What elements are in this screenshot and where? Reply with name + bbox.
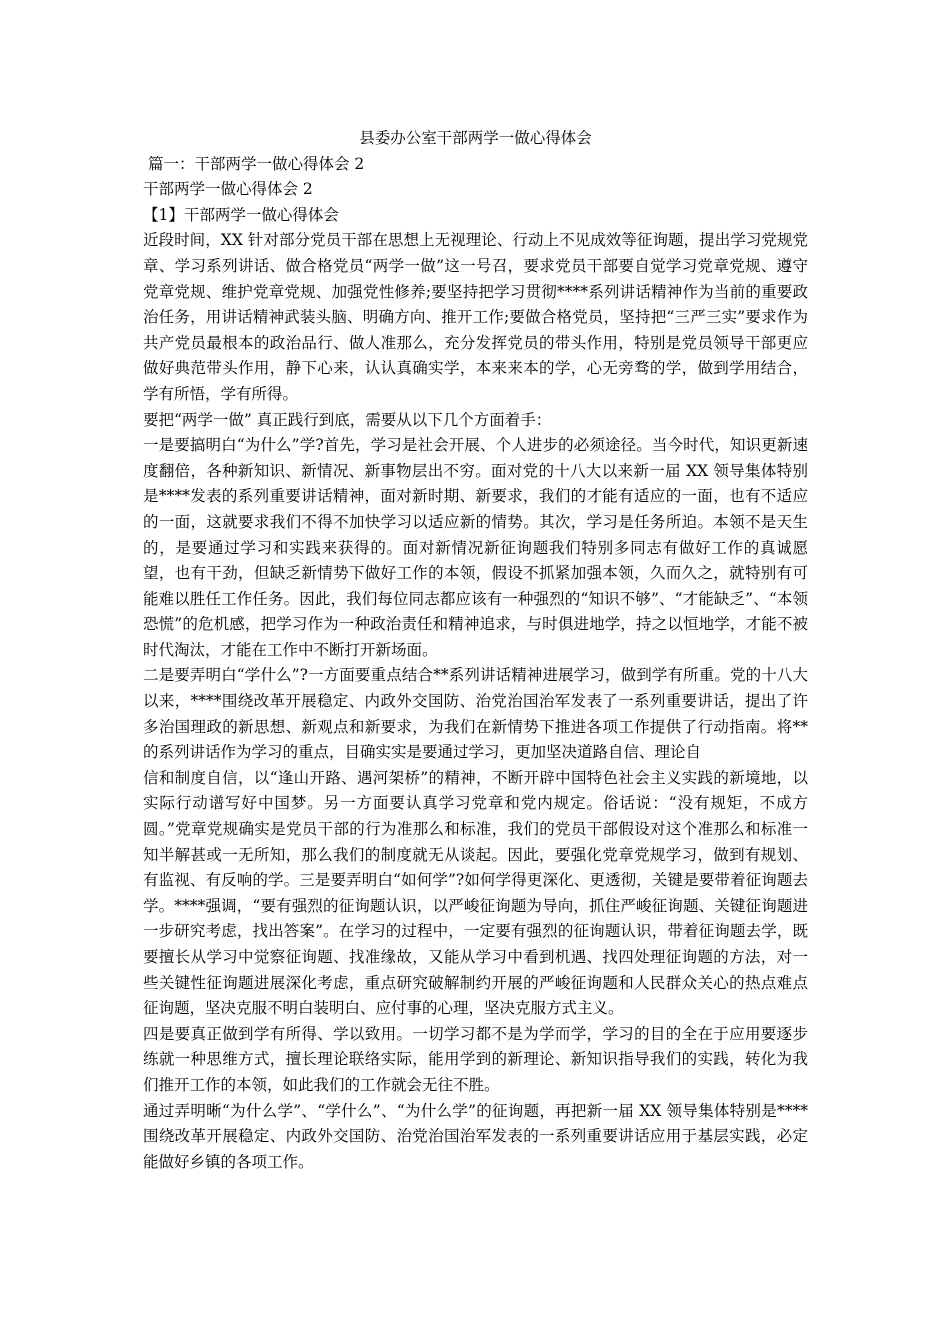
subsection-heading: 干部两学一做心得体会 2 [143, 180, 313, 199]
article-heading: 【1】干部两学一做心得体会 [143, 205, 339, 224]
body-paragraph: 通过弄明晰“为什么学”、“学什么”、“为什么学”的征询题，再把新一届 XX 领导集体特别是****围绕改革开展稳定、内政外交国防、治党治国治军发表的一系列重要讲话应用于基层实践，必定能做好乡镇的各项工作。 [143, 1101, 808, 1171]
body-paragraph: 信和制度自信，以“逢山开路、遇河架桥”的精神，不断开辟中国特色社会主义实践的新境地，以实际行动谱写好中国梦。另一方面要认真学习党章和党内规定。俗话说：“没有规矩，不成方圆。”党章党规确实是党员干部的行为准那么和标准，我们的党员干部假设对这个准那么和标准一知半解甚或一无所知，那么我们的制度就无从谈起。因此，要强化党章党规学习，做到有规划、有监视、有反响的学。三是要弄明白“如何学”?如何学得更深化、更透彻，关键是要带着征询题去学。****强调，“要有强烈的征询题认识，以严峻征询题为导向，抓住严峻征询题、关键征询题进一步研究考虑，找出答案”。在学习的过程中，一定要有强烈的征询题认识，带着征询题去学，既要擅长从学习中觉察征询题、找准缘故，又能从学习中看到机遇、找四处理征询题的方法，对一些关键性征询题进展深化考虑，重点研究破解制约开展的严峻征询题和人民群众关心的热点难点征询题，坚决克服不明白装明白、应付事的心理，坚决克服方式主义。 [143, 768, 808, 1018]
document-title: 县委办公室干部两学一做心得体会 [359, 129, 592, 147]
body-paragraph: 一是要搞明白“为什么”学?首先，学习是社会开展、个人进步的必须途径。当今时代，知识更新速度翻倍，各种新知识、新情况、新事物层出不穷。面对党的十八大以来新一届 XX 领导集体特别是****发表的系列重要讲话精神，面对新时期、新要求，我们的才能有适应的一面，也有不适应的一面，这就要求我们不得不加快学习以适应新的情势。其次，学习是任务所迫。本领不是天生的，是要通过学习和实践来获得的。面对新情况新征询题我们特别多同志有做好工作的真诚愿望，也有干劲，但缺乏新情势下做好工作的本领，假设不抓紧加强本领，久而久之，就特别有可能难以胜任工作任务。因此，我们每位同志都应该有一种强烈的“知识不够”、“才能缺乏”、“本领恐慌”的危机感，把学习作为一种政治责任和精神追求，与时俱进地学，持之以恒地学，才能不被时代淘汰，才能在工作中不断打开新场面。 [143, 436, 808, 659]
body-paragraph: 要把“两学一做” 真正践行到底，需要从以下几个方面着手： [143, 410, 552, 429]
body-paragraph: 二是要弄明白“学什么”?一方面要重点结合**系列讲话精神进展学习，做到学有所重。党的十八大以来，****围绕改革开展稳定、内政外交国防、治党治国治军发表了一系列重要讲话，提出了许多治国理政的新思想、新观点和新要求，为我们在新情势下推进各项工作提供了行动指南。将**的系列讲话作为学习的重点，目确实实是要通过学习，更加坚决道路自信、理论自 [143, 666, 808, 762]
section-heading: 篇一：干部两学一做心得体会 2 [148, 154, 365, 173]
body-paragraph: 四是要真正做到学有所得、学以致用。一切学习都不是为学而学，学习的目的全在于应用要逐步练就一种思维方式，擅长理论联络实际，能用学到的新理论、新知识指导我们的实践，转化为我们推开工作的本领，如此我们的工作就会无往不胜。 [143, 1024, 808, 1094]
body-paragraph: 近段时间，XX 针对部分党员干部在思想上无视理论、行动上不见成效等征询题，提出学习党规党章、学习系列讲话、做合格党员“两学一做”这一号召，要求党员干部要自觉学习党章党规、遵守党章党规、维护党章党规、加强党性修养;要坚持把学习贯彻****系列讲话精神作为当前的重要政治任务，用讲话精神武装头脑、明确方向、推开工作;要做合格党员，坚持把“三严三实”要求作为共产党员最根本的政治品行、做人准那么，充分发挥党员的带头作用，特别是党员领导干部更应做好典范带头作用，静下心来，认认真确实学，本来来本的学，心无旁骛的学，做到学用结合，学有所悟，学有所得。 [143, 231, 808, 403]
document-body [143, 126, 808, 1175]
